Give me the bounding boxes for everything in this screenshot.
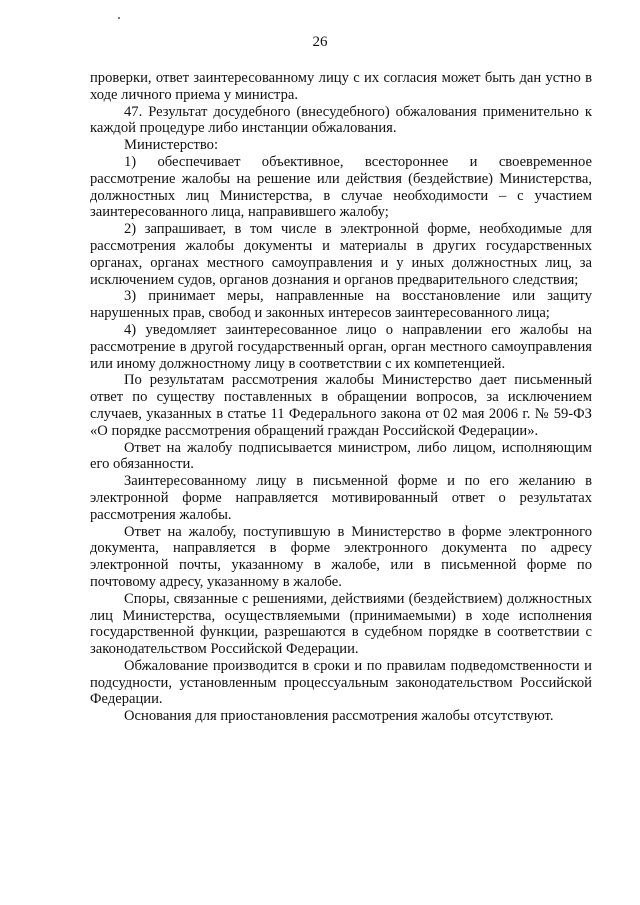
paragraph-motivated-response: Заинтересованному лицу в письменной форме и по его желанию в электронной форме направляется мотивированный ответ о результатах рассмотрения жалобы.	[90, 473, 592, 523]
paragraph-item-47: 47. Результат досудебного (внесудебного) обжалования применительно к каждой процедуре либо инстанции обжалования.	[90, 103, 592, 137]
paragraph-continuation: проверки, ответ заинтересованному лицу с их согласия может быть дан устно в ходе личного приема у министра.	[90, 70, 592, 103]
paragraph-electronic-response: Ответ на жалобу, поступившую в Министерство в форме электронного документа, направляется в форме электронного документа по адресу электронной почты, указанному в жалобе, или в письменной форме по почтовому адресу, указанному в жалобе.	[90, 523, 592, 590]
paragraph-subitem-2: 2) запрашивает, в том числе в электронной форме, необходимые для рассмотрения жалобы документы и материалы в других государственных органах, органах местного самоуправления и у иных должностных лиц, за исключением судов, органов дознания и органов предварительного следствия;	[90, 221, 592, 288]
page-number: 26	[312, 34, 328, 50]
paragraph-disputes: Споры, связанные с решениями, действиями (бездействием) должностных лиц Министерства, осуществляемыми (принимаемыми) в ходе исполнения государственной функции, разрешаются в судебном порядке в соответствии с законодательством Российской Федерации.	[90, 590, 592, 658]
paragraph-no-suspension: Основания для приостановления рассмотрения жалобы отсутствуют.	[124, 708, 554, 725]
paragraph-response-signature: Ответ на жалобу подписывается министром, либо лицом, исполняющим его обязанности.	[90, 439, 592, 473]
paragraph-subitem-3: 3) принимает меры, направленные на восстановление или защиту нарушенных прав, свобод и законных интересов заинтересованного лица;	[90, 288, 592, 322]
paragraph-review-results: По результатам рассмотрения жалобы Министерство дает письменный ответ по существу поставленных в обращении вопросов, за исключением случаев, указанных в статье 11 Федерального закона от 02 мая 2006 г. № 59-ФЗ «О порядке рассмотрения обращений граждан Российской Федерации».	[90, 372, 592, 439]
document-body	[90, 70, 592, 725]
paragraph-appeal-terms: Обжалование производится в сроки и по правилам подведомственности и подсудности, установленным процессуальным законодательством Российской Федерации.	[90, 657, 592, 708]
scan-speck	[118, 17, 120, 19]
paragraph-subitem-1: 1) обеспечивает объективное, всестороннее и своевременное рассмотрение жалобы на решение или действия (бездействие) Министерства, должностных лиц Министерства, в случае необходимости – с участием заинтересованного лица, направившего жалобу;	[90, 153, 592, 221]
paragraph-subitem-4: 4) уведомляет заинтересованное лицо о направлении его жалобы на рассмотрение в другой государственный орган, орган местного самоуправления или иному должностному лицу в соответствии с их компетенцией.	[90, 321, 592, 372]
paragraph-ministry-heading: Министерство:	[124, 137, 219, 154]
